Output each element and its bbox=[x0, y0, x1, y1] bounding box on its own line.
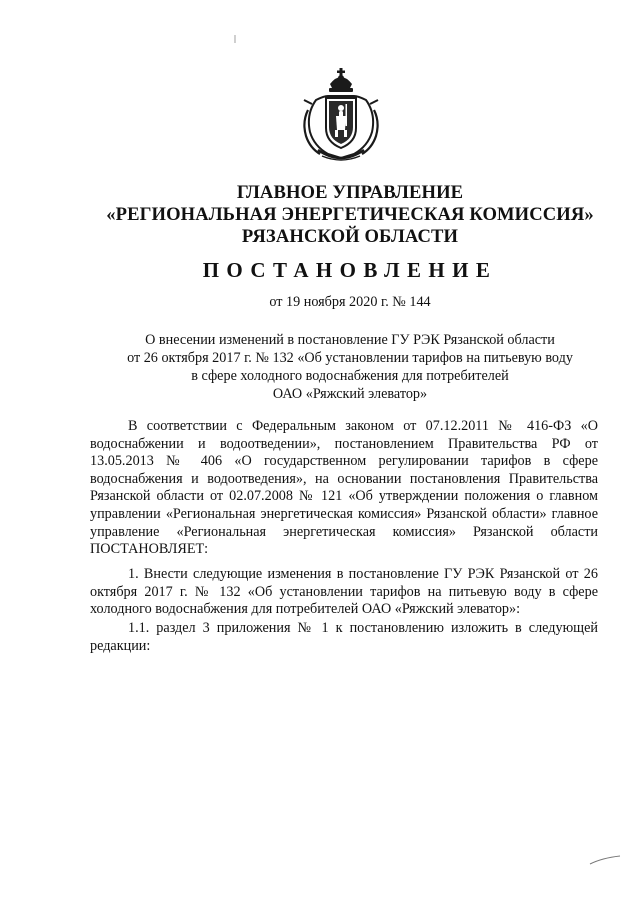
item-1-1-paragraph: 1.1. раздел 3 приложения № 1 к постановлению изложить в следующей редакции: bbox=[90, 620, 598, 654]
authority-name-line-3: РЯЗАНСКОЙ ОБЛАСТИ bbox=[241, 226, 459, 247]
authority-name-line-2: «РЕГИОНАЛЬНАЯ ЭНЕРГЕТИЧЕСКАЯ КОМИССИЯ» bbox=[106, 204, 594, 225]
subject-line-4: ОАО «Ряжский элеватор» bbox=[272, 386, 428, 402]
subject-line-3: в сфере холодного водоснабжения для потребителей bbox=[191, 368, 509, 384]
document-subject bbox=[60, 331, 640, 403]
subject-line-2: от 26 октября 2017 г. № 132 «Об установлении тарифов на питьевую воду bbox=[127, 350, 573, 366]
body-preamble bbox=[90, 418, 598, 559]
subject-line-1: О внесении изменений в постановление ГУ РЭК Рязанской области bbox=[145, 332, 555, 348]
body-item-1-1 bbox=[90, 620, 598, 655]
scan-speck bbox=[232, 34, 238, 44]
document-date-number: от 19 ноября 2020 г. № 144 bbox=[269, 294, 431, 310]
preamble-paragraph: В соответствии с Федеральным законом от 07.12.2011 № 416-ФЗ «О водоснабжении и водоотведении», постановлением Правительства РФ от 13.05.2013 № 406 «О государственном регулировании тарифов в сфере водоснабжения и водоотведения», на основании постановления Правительства Рязанской области от 02.07.2008 № 121 «Об утверждении положения о главном управлении «Региональная энергетическая комиссия» Рязанской области» главное управление «Региональная энергетическая комиссия» Рязанской области ПОСТАНОВЛЯЕТ: bbox=[90, 418, 598, 558]
body-item-1 bbox=[90, 566, 598, 619]
scan-mark bbox=[588, 852, 622, 868]
ryazan-coat-of-arms-icon bbox=[298, 66, 384, 164]
item-1-paragraph: 1. Внести следующие изменения в постановление ГУ РЭК Рязанской от 26 октября 2017 г. № 132 «Об установлении тарифов на питьевую воду в сфере холодного водоснабжения для потребителей ОАО «Ряжский элеватор»: bbox=[90, 566, 598, 618]
authority-name-line-1: ГЛАВНОЕ УПРАВЛЕНИЕ bbox=[236, 182, 464, 203]
document-title: ПОСТАНОВЛЕНИЕ bbox=[202, 258, 498, 282]
